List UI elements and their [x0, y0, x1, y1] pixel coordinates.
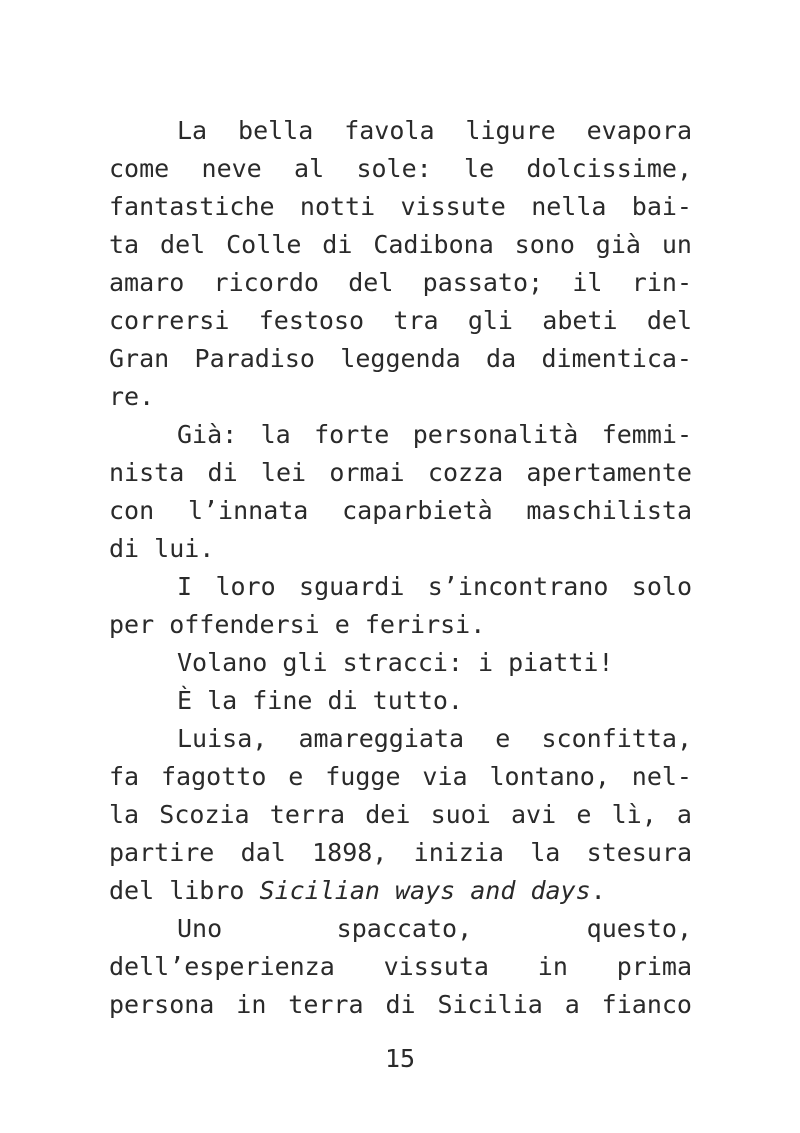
text-line: per offendersi e ferirsi. — [109, 610, 486, 639]
text-line: fantastiche notti vissute nella bai- — [109, 192, 692, 221]
text-line — [109, 872, 692, 910]
text-line: Gran Paradiso leggenda da dimentica- — [109, 344, 692, 373]
text-line: partire dal 1898, inizia la stesura — [109, 838, 692, 867]
text-line: di lui. — [109, 534, 215, 563]
text-line: Volano gli stracci: i piatti! — [177, 648, 614, 677]
text-run: . — [590, 876, 606, 905]
text-line: Già: la forte personalità femmi- — [177, 420, 692, 449]
text-line: con l’innata caparbietà maschilista — [109, 496, 692, 525]
book-title: Sicilian ways and days — [259, 876, 591, 905]
text-line: persona in terra di Sicilia a fianco — [109, 990, 692, 1019]
text-line: fa fagotto e fugge via lontano, nel- — [109, 762, 692, 791]
text-run: del libro — [109, 876, 260, 905]
body-text — [109, 112, 692, 1024]
text-line: amaro ricordo del passato; il rin- — [109, 268, 692, 297]
text-line: dell’esperienza vissuta in prima — [109, 952, 692, 981]
text-line: Luisa, amareggiata e sconfitta, — [177, 724, 692, 753]
page-number: 15 — [384, 1044, 416, 1073]
text-line: la Scozia terra dei suoi avi e lì, a — [109, 800, 692, 829]
text-line: re. — [109, 382, 155, 411]
text-line: È la fine di tutto. — [177, 686, 463, 715]
text-line: nista di lei ormai cozza apertamente — [109, 458, 692, 487]
text-line: ta del Colle di Cadibona sono già un — [109, 230, 692, 259]
text-line: I loro sguardi s’incontrano solo — [177, 572, 692, 601]
text-line: corrersi festoso tra gli abeti del — [109, 306, 692, 335]
text-line: La bella favola ligure evapora — [177, 116, 692, 145]
text-line: Uno spaccato, questo, — [177, 914, 692, 943]
text-line: come neve al sole: le dolcissime, — [109, 154, 692, 183]
